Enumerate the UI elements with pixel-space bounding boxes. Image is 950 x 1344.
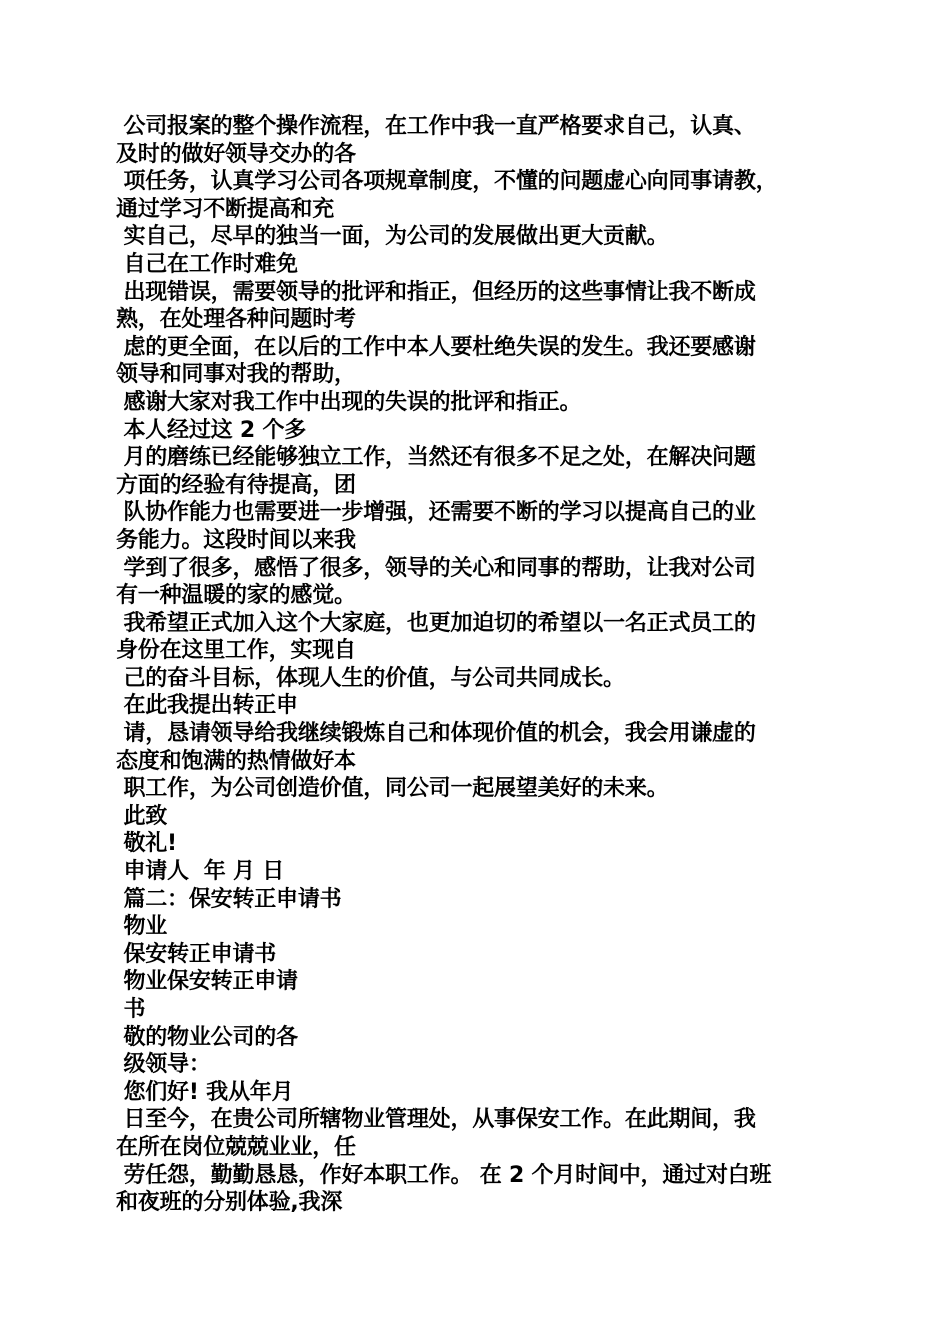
text-line: 您们好! 我从年月 <box>116 1079 294 1105</box>
text-line: 日至今，在贵公司所辖物业管理处，从事保安工作。在此期间，我 <box>116 1107 756 1133</box>
text-line: 本人经过这 2 个多 <box>116 417 307 443</box>
text-line: 自己在工作时难免 <box>116 251 298 277</box>
text-line: 此致 <box>116 803 168 829</box>
text-line: 月的磨练已经能够独立工作，当然还有很多不足之处，在解决问题 <box>116 445 756 471</box>
text-line: 和夜班的分别体验,我深 <box>116 1190 343 1216</box>
text-line: 有一种温暖的家的感觉。 <box>116 583 356 609</box>
text-line: 公司报案的整个操作流程，在工作中我一直严格要求自己，认真、 <box>116 114 756 139</box>
text-line: 请，恳请领导给我继续锻炼自己和体现价值的机会，我会用谦虚的 <box>116 721 756 747</box>
text-line: 篇二：保安转正申请书 <box>116 886 342 912</box>
text-line: 熟，在处理各种问题时考 <box>116 307 356 333</box>
text-line: 敬的物业公司的各 <box>116 1024 298 1050</box>
text-line: 学到了很多，感悟了很多，领导的关心和同事的帮助，让我对公司 <box>116 555 756 581</box>
text-line: 物业保安转正申请 <box>116 969 298 995</box>
text-line: 申请人 年 月 日 <box>116 859 285 885</box>
text-line: 及时的做好领导交办的各 <box>116 141 356 167</box>
text-line: 领导和同事对我的帮助， <box>116 362 356 388</box>
text-line: 实自己，尽早的独当一面，为公司的发展做出更大贡献。 <box>116 224 669 250</box>
text-line: 身份在这里工作，实现自 <box>116 638 356 664</box>
text-line: 方面的经验有待提高，团 <box>116 472 356 498</box>
text-line: 职工作，为公司创造价值，同公司一起展望美好的未来。 <box>116 776 669 802</box>
text-line: 保安转正申请书 <box>116 941 277 967</box>
text-line: 态度和饱满的热情做好本 <box>116 748 356 774</box>
text-line: 在此我提出转正申 <box>116 693 298 719</box>
text-line: 书 <box>116 997 146 1022</box>
text-line: 队协作能力也需要进一步增强，还需要不断的学习以提高自己的业 <box>116 500 756 526</box>
text-line: 通过学习不断提高和充 <box>116 196 335 222</box>
text-line: 级领导： <box>116 1052 211 1078</box>
text-line: 出现错误，需要领导的批评和指正，但经历的这些事情让我不断成 <box>116 279 756 305</box>
text-line: 物业 <box>116 914 168 940</box>
text-line: 在所在岗位兢兢业业，任 <box>116 1134 356 1160</box>
text-line: 务能力。这段时间以来我 <box>116 527 356 553</box>
text-line: 己的奋斗目标，体现人生的价值，与公司共同成长。 <box>116 665 625 691</box>
text-line: 项任务，认真学习公司各项规章制度，不懂的问题虚心向同事请教， <box>116 169 778 195</box>
text-line: 敬礼! <box>116 831 177 857</box>
text-line: 我希望正式加入这个大家庭，也更加迫切的希望以一名正式员工的 <box>116 610 756 636</box>
text-line: 虑的更全面，在以后的工作中本人要杜绝失误的发生。我还要感谢 <box>116 334 756 360</box>
text-line: 感谢大家对我工作中出现的失误的批评和指正。 <box>116 389 582 415</box>
text-line: 劳任怨，勤勤恳恳，作好本职工作。 在 2 个月时间中，通过对白班 <box>116 1162 772 1188</box>
document-body <box>116 113 836 1217</box>
